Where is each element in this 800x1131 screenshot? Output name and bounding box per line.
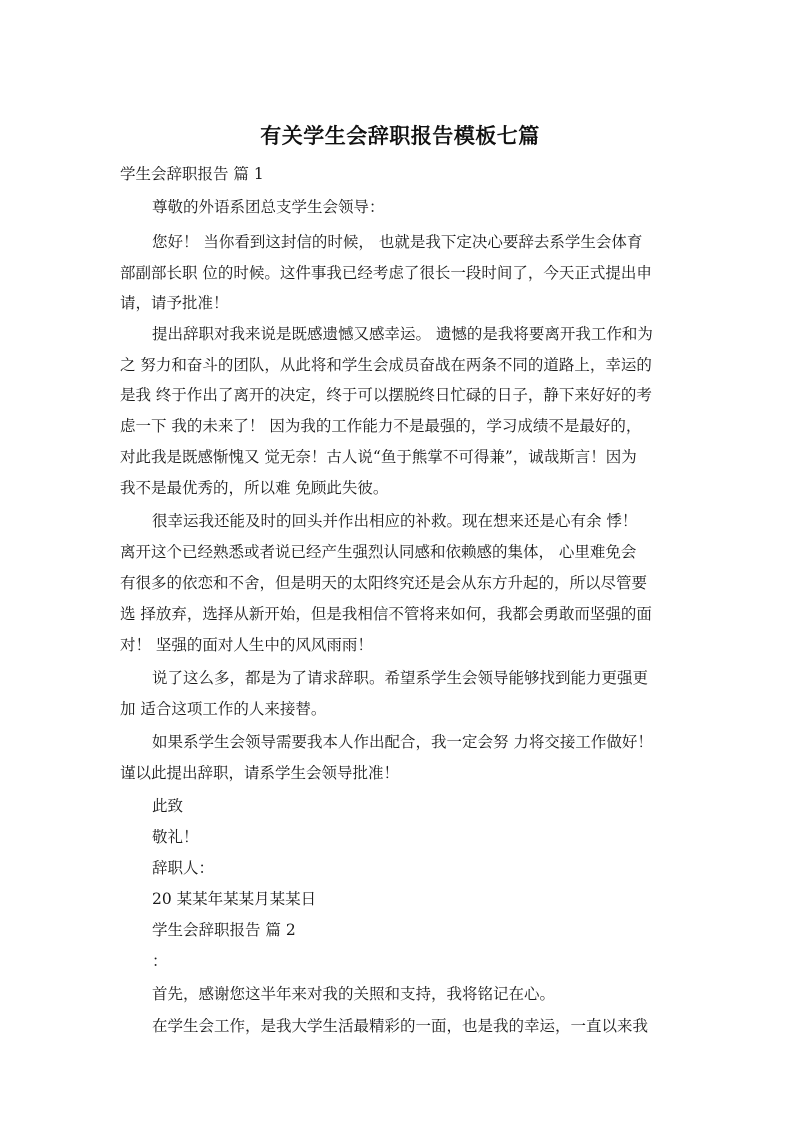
closing-line: 敬礼！ [152,828,199,846]
body-line: 对！ 坚强的面对人生中的风风雨雨！ [120,636,373,654]
body-line: 部副部长职 位的时候。这件事我已经考虑了很长一段时间了，今天正式提出申 [120,264,652,282]
salutation: 尊敬的外语系团总支学生会领导： [152,198,385,216]
date-line: 20 某某年某某月某某日 [152,890,317,908]
body-line: 我不是最优秀的，所以难 免顾此失彼。 [120,479,389,497]
body-line: 提出辞职对我来说是既感遗憾又感幸运。 遗憾的是我将要离开我工作和为 [152,325,653,343]
closing-line: 此致 [152,797,184,815]
body-line: 如果系学生会领导需要我本人作出配合，我一定会努 力将交接工作做好！ [152,733,653,751]
body-line: 对此我是既感惭愧又 觉无奈！古人说“鱼于熊掌不可得兼”，诚哉斯言！因为 [120,448,637,466]
body-line: 加 适合这项工作的人来接替。 [120,700,327,718]
body-line: 首先，感谢您这半年来对我的关照和支持，我将铭记在心。 [152,985,556,1003]
document-title: 有关学生会辞职报告模板七篇 [260,124,540,148]
body-line: 之 努力和奋斗的团队，从此将和学生会成员奋战在两条不同的道路上，幸运的 [120,356,652,374]
body-line: 说了这么多，都是为了请求辞职。希望系学生会领导能够找到能力更强更 [152,669,649,687]
section-heading-2: 学生会辞职报告 篇 2 [152,921,296,939]
signature-label: 辞职人： [152,859,215,877]
body-line: 在学生会工作，是我大学生活最精彩的一面，也是我的幸运，一直以来我 [152,1017,649,1035]
body-line: 是我 终于作出了离开的决定，终于可以摆脱终日忙碌的日子，静下来好好的考 [120,386,652,404]
body-line: 您好！ 当你看到这封信的时候， 也就是我下定决心要辞去系学生会体育 [152,233,643,251]
body-line: 选 择放弃，选择从新开始，但是我相信不管将来如何，我都会勇敢而坚强的面 [120,605,652,623]
body-line: 虑一下 我的未来了！ 因为我的工作能力不是最强的，学习成绩不是最好的， [120,417,642,435]
body-line: ： [152,952,168,970]
body-line: 很幸运我还能及时的回头并作出相应的补救。现在想来还是心有余 悸！ [152,512,638,530]
section-heading-1: 学生会辞职报告 篇 1 [120,165,264,183]
body-line: 请，请予批准！ [120,294,229,312]
body-line: 谨以此提出辞职，请系学生会领导批准！ [120,764,400,782]
body-line: 离开这个已经熟悉或者说已经产生强烈认同感和依赖感的集体， 心里难免会 [120,543,637,561]
body-line: 有很多的依恋和不舍，但是明天的太阳终究还是会从东方升起的，所以尽管要 [120,574,648,592]
